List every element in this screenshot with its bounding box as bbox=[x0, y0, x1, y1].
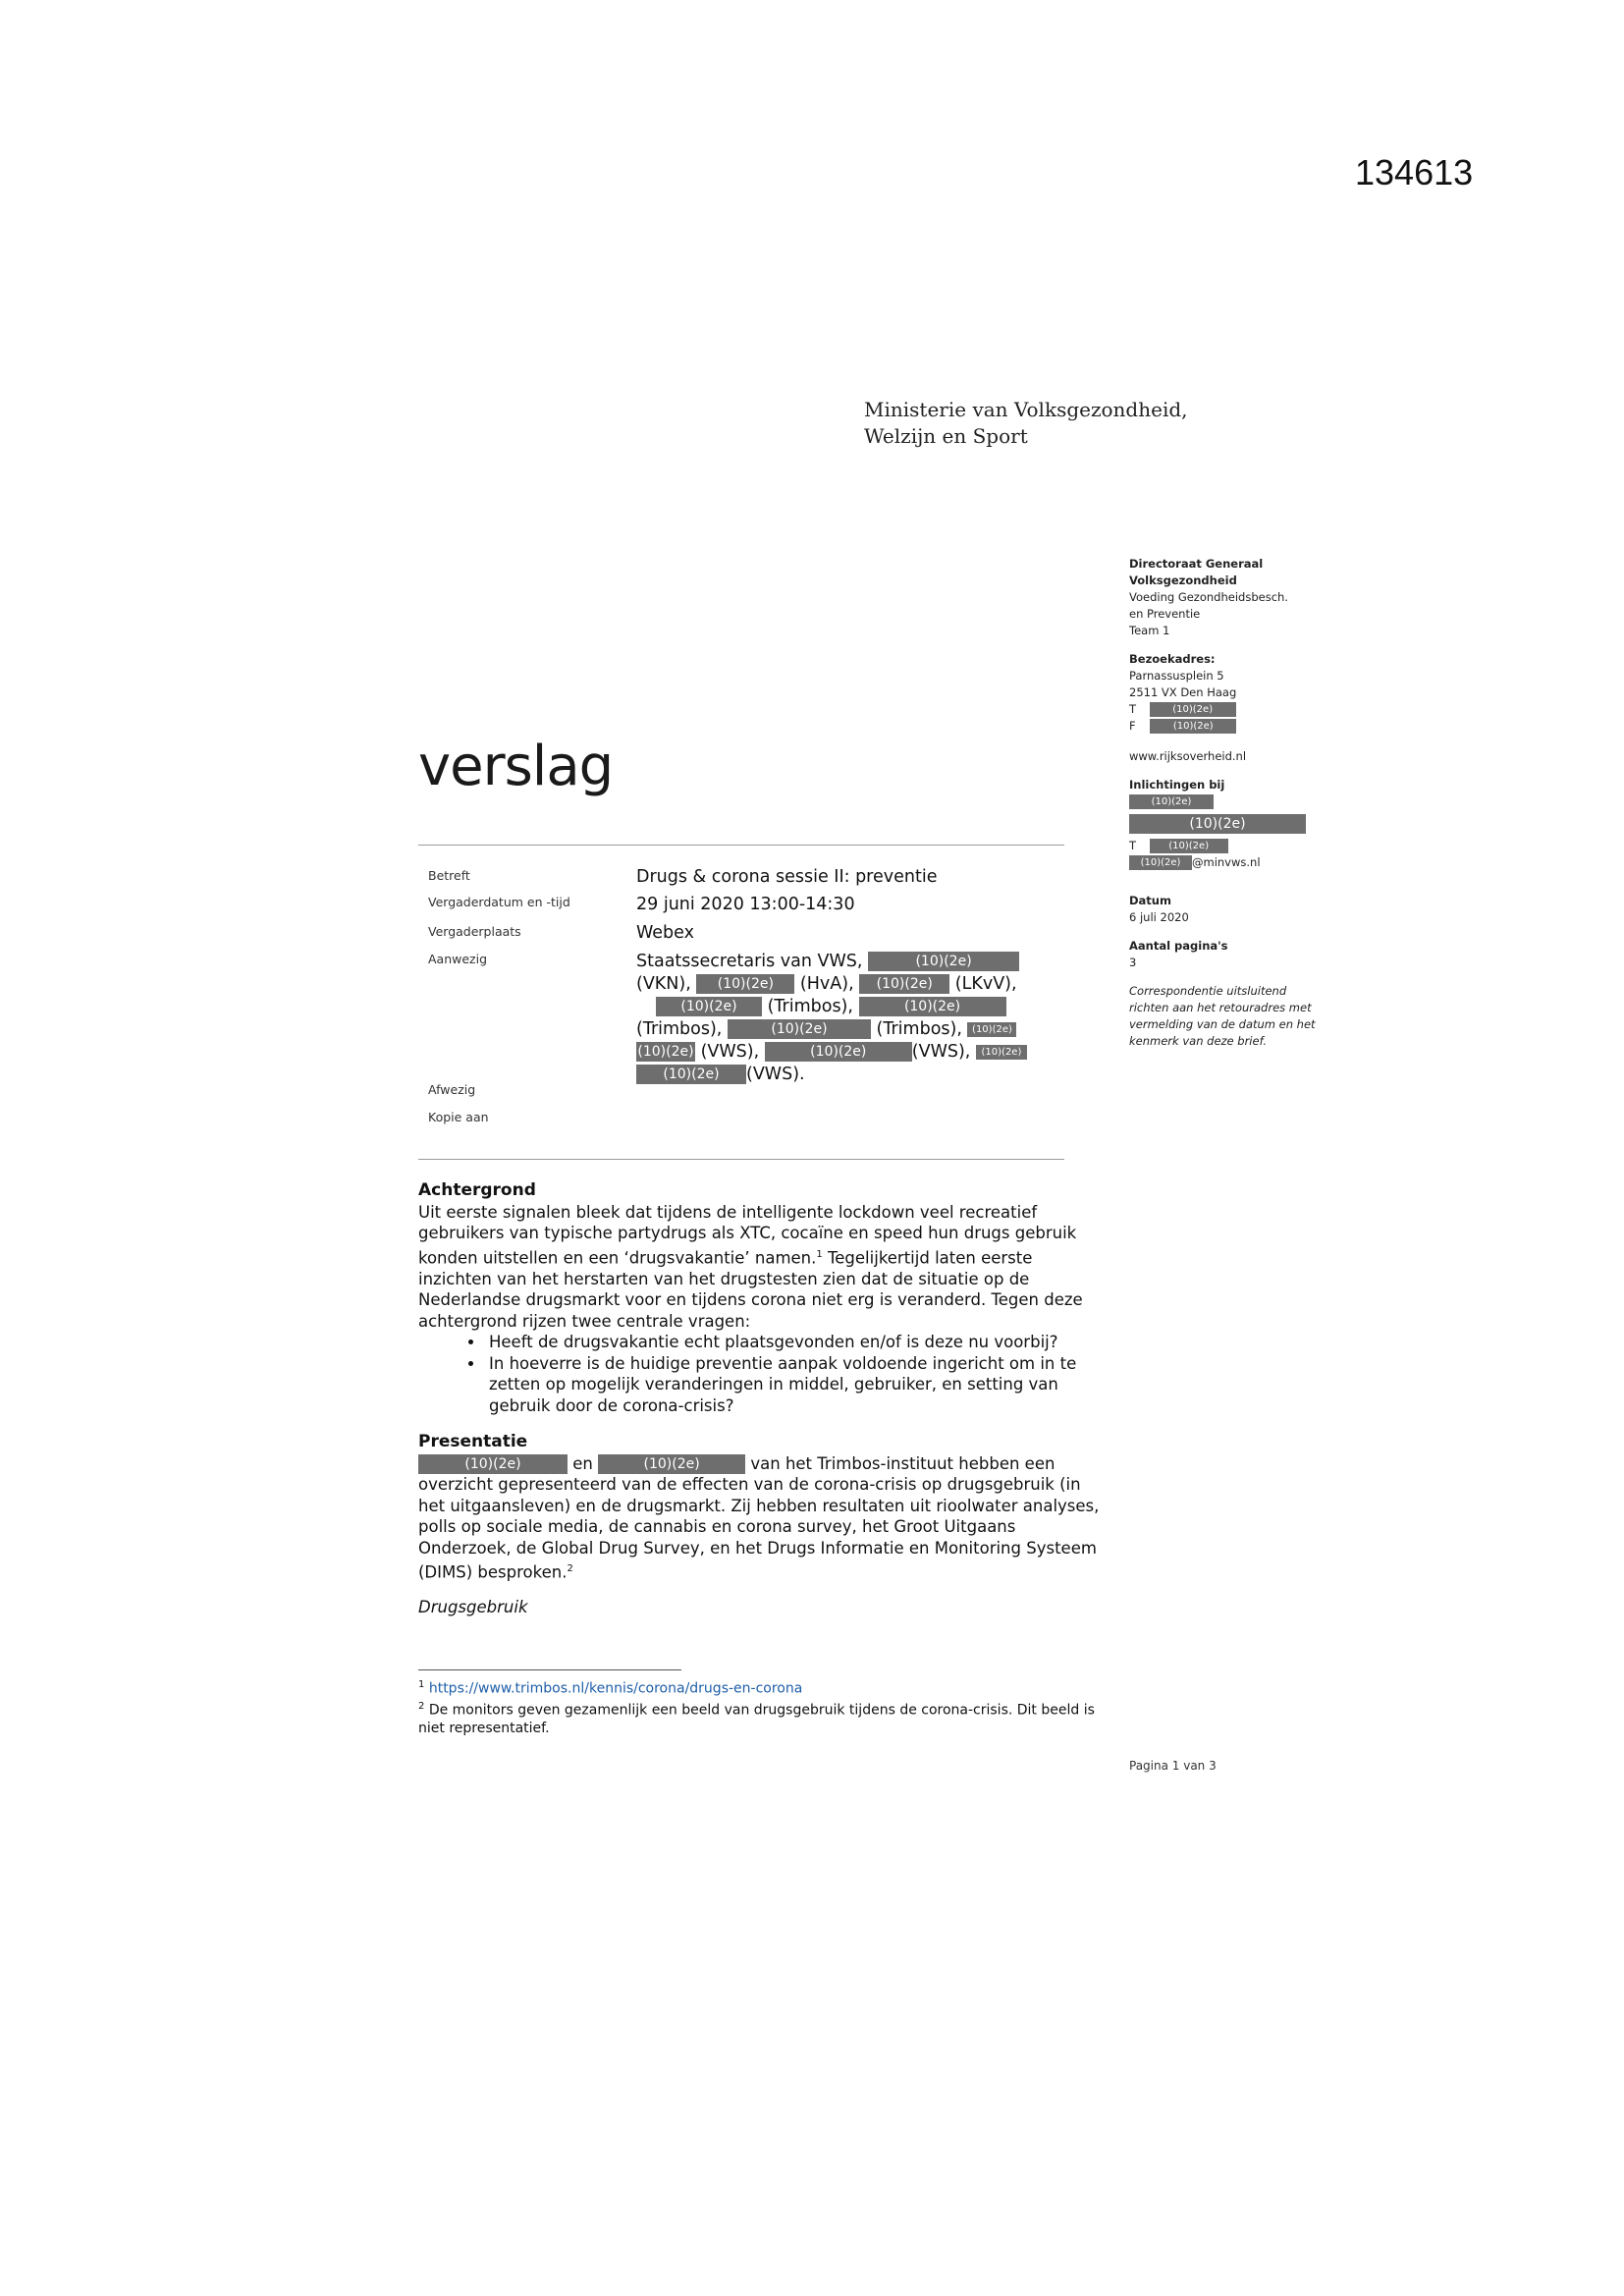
sidebar-date bbox=[1129, 893, 1326, 926]
presentatie-en: en bbox=[572, 1453, 593, 1473]
redaction-box: (10)(2e) bbox=[637, 1044, 694, 1060]
pages-value: 3 bbox=[1129, 956, 1137, 969]
footnote-2 bbox=[418, 1698, 1106, 1738]
present-text: (VWS), bbox=[911, 1042, 971, 1062]
redaction-box: (10)(2e) bbox=[636, 1065, 746, 1084]
correspondence-note: Correspondentie uitsluitend richten aan het retouradres met vermelding van de datum en het kenmerk van deze brief. bbox=[1129, 984, 1316, 1048]
meeting-date-value: 29 juni 2020 13:00-14:30 bbox=[636, 895, 855, 914]
footnote-1-link[interactable]: https://www.trimbos.nl/kennis/corona/drugs-en-corona bbox=[428, 1680, 803, 1697]
sidebar-organisation bbox=[1129, 556, 1326, 639]
org-line-4: en Preventie bbox=[1129, 607, 1201, 621]
footnote-2-mark: 2 bbox=[418, 1701, 425, 1713]
meeting-place-value: Webex bbox=[636, 923, 694, 943]
drugsgebruik-subheading: Drugsgebruik bbox=[418, 1598, 528, 1616]
header-divider bbox=[418, 845, 1064, 846]
presentatie-heading: Presentatie bbox=[418, 1432, 528, 1451]
org-line-3: Voeding Gezondheidsbesch. bbox=[1129, 590, 1288, 604]
presentatie-paragraph bbox=[418, 1453, 1106, 1584]
presentatie-text-1: van het Trimbos-instituut hebben een bbox=[750, 1453, 1056, 1473]
absent-label: Afwezig bbox=[428, 1082, 476, 1097]
document-type-title: verslag bbox=[418, 735, 614, 798]
sidebar-colophon bbox=[1129, 556, 1326, 1062]
website-link[interactable]: www.rijksoverheid.nl bbox=[1129, 749, 1247, 763]
presentatie-text-2: overzicht gepresenteerd van de effecten van de corona-crisis op drugsgebruik (in het uitgaansleven) en de drugsmarkt. Zij hebben resultaten uit rioolwater analyses, polls op sociale media, de cannabis en corona survey, het Groot Uitgaans Onderzoek, de Global Drug Survey, en het Drugs Informatie en Monitoring Systeem (DIMS) besproken. bbox=[418, 1475, 1100, 1582]
redaction-box: (10)(2e) bbox=[859, 974, 949, 994]
list-item: • Heeft de drugsvakantie echt plaatsgevonden en/of is deze nu voorbij? bbox=[485, 1332, 1106, 1353]
achtergrond-text-2: Tegelijkertijd laten eerste inzichten van het herstarten van het drugstesten zien dat de situatie op de Nederlandse drugsmarkt voor en tijdens corona niet erg is veranderd. Tegen deze achtergrond rijzen twee centrale vragen: bbox=[418, 1248, 1083, 1331]
org-line-5: Team 1 bbox=[1129, 624, 1170, 637]
meta-divider bbox=[418, 1159, 1064, 1160]
redaction-box: (10)(2e) bbox=[868, 952, 1019, 971]
meeting-date-label: Vergaderdatum en -tijd bbox=[428, 895, 570, 909]
section-achtergrond bbox=[418, 1180, 1106, 1416]
redaction-box: (10)(2e) bbox=[1150, 719, 1236, 734]
redaction-box: (10)(2e) bbox=[765, 1042, 912, 1062]
sidebar-pages bbox=[1129, 938, 1326, 971]
present-text: (Trimbos), bbox=[767, 997, 853, 1016]
telephone-line bbox=[1129, 701, 1326, 718]
redaction-box: (10)(2e) bbox=[696, 974, 794, 994]
betreft-value: Drugs & corona sessie II: preventie bbox=[636, 867, 938, 887]
achtergrond-heading: Achtergrond bbox=[418, 1180, 536, 1200]
footnotes bbox=[418, 1676, 1106, 1738]
redaction-box: (10)(2e) bbox=[656, 997, 762, 1016]
achtergrond-paragraph bbox=[418, 1202, 1106, 1333]
present-text: (VWS). bbox=[746, 1065, 805, 1084]
info-telephone bbox=[1129, 838, 1326, 854]
org-line-2: Volksgezondheid bbox=[1129, 574, 1237, 587]
ministry-line-1: Ministerie van Volksgezondheid, bbox=[864, 398, 1188, 421]
present-text: (VWS), bbox=[700, 1042, 760, 1062]
page-number: Pagina 1 van 3 bbox=[1129, 1759, 1217, 1773]
redaction-box: (10)(2e) bbox=[728, 1019, 871, 1039]
footnote-1 bbox=[418, 1676, 1106, 1698]
visit-label: Bezoekadres: bbox=[1129, 652, 1216, 666]
ministry-line-2: Welzijn en Sport bbox=[864, 424, 1028, 448]
redaction-box: (10)(2e) bbox=[859, 997, 1006, 1016]
section-presentatie bbox=[418, 1432, 1106, 1618]
redaction-box: (10)(2e) bbox=[1150, 702, 1236, 717]
present-list bbox=[636, 951, 1078, 1086]
footnote-marker-1[interactable]: 1 bbox=[816, 1248, 823, 1260]
footnote-1-mark: 1 bbox=[418, 1679, 425, 1690]
tel-prefix: T bbox=[1129, 839, 1137, 852]
footnote-divider bbox=[418, 1669, 681, 1670]
redaction-box: (10)(2e) bbox=[418, 1454, 568, 1474]
fax-prefix: F bbox=[1129, 719, 1136, 733]
present-text: (Trimbos), bbox=[876, 1019, 962, 1039]
achtergrond-text-1: Uit eerste signalen bleek dat tijdens de intelligente lockdown veel recreatief gebruikers van typische partydrugs als XTC, cocaïne en speed hun drugs gebruik konden uitstellen en een ‘drugsvakantie’ namen. bbox=[418, 1202, 1077, 1267]
redaction-box: (10)(2e) bbox=[1129, 814, 1306, 834]
sidebar-info bbox=[1129, 777, 1326, 871]
org-line-1: Directoraat Generaal bbox=[1129, 557, 1264, 571]
present-text: Staatssecretaris van VWS, bbox=[636, 952, 863, 971]
redaction-box: (10)(2e) bbox=[976, 1045, 1027, 1060]
redaction-box: (10)(2e) bbox=[1150, 839, 1228, 853]
present-text: (VKN), bbox=[636, 974, 691, 994]
info-label: Inlichtingen bij bbox=[1129, 778, 1225, 792]
redaction-box: (10)(2e) bbox=[1129, 794, 1214, 809]
email-suffix: @minvws.nl bbox=[1192, 855, 1261, 869]
question-list bbox=[418, 1332, 1106, 1416]
copy-to-label: Kopie aan bbox=[428, 1110, 489, 1124]
info-email bbox=[1129, 854, 1326, 871]
redaction-box: (10)(2e) bbox=[967, 1022, 1016, 1037]
document-number: 134613 bbox=[1355, 152, 1474, 192]
visit-city: 2511 VX Den Haag bbox=[1129, 685, 1237, 699]
date-label: Datum bbox=[1129, 894, 1171, 907]
redaction-box: (10)(2e) bbox=[1129, 855, 1192, 870]
list-item: • In hoeverre is de huidige preventie aanpak voldoende ingericht om in te zetten op mogelijk veranderingen in middel, gebruiker, en setting van gebruik door de corona-crisis? bbox=[485, 1353, 1106, 1417]
visit-street: Parnassusplein 5 bbox=[1129, 669, 1224, 683]
sidebar-visit-address bbox=[1129, 651, 1326, 735]
present-label: Aanwezig bbox=[428, 952, 488, 966]
present-text: (LKvV), bbox=[954, 974, 1017, 994]
ministry-logo-text bbox=[864, 397, 1188, 450]
footnote-marker-2[interactable]: 2 bbox=[567, 1563, 573, 1574]
tel-prefix: T bbox=[1129, 702, 1137, 716]
present-text: (HvA), bbox=[799, 974, 854, 994]
footnote-2-text: De monitors geven gezamenlijk een beeld van drugsgebruik tijdens de corona-crisis. Dit beeld is niet representatief. bbox=[418, 1702, 1095, 1737]
meeting-place-label: Vergaderplaats bbox=[428, 924, 521, 939]
betreft-label: Betreft bbox=[428, 868, 470, 883]
sidebar-website bbox=[1129, 748, 1326, 765]
pages-label: Aantal pagina's bbox=[1129, 939, 1228, 953]
redaction-box: (10)(2e) bbox=[598, 1454, 745, 1474]
present-text: (Trimbos), bbox=[636, 1019, 723, 1039]
fax-line bbox=[1129, 718, 1326, 735]
date-value: 6 juli 2020 bbox=[1129, 910, 1189, 924]
